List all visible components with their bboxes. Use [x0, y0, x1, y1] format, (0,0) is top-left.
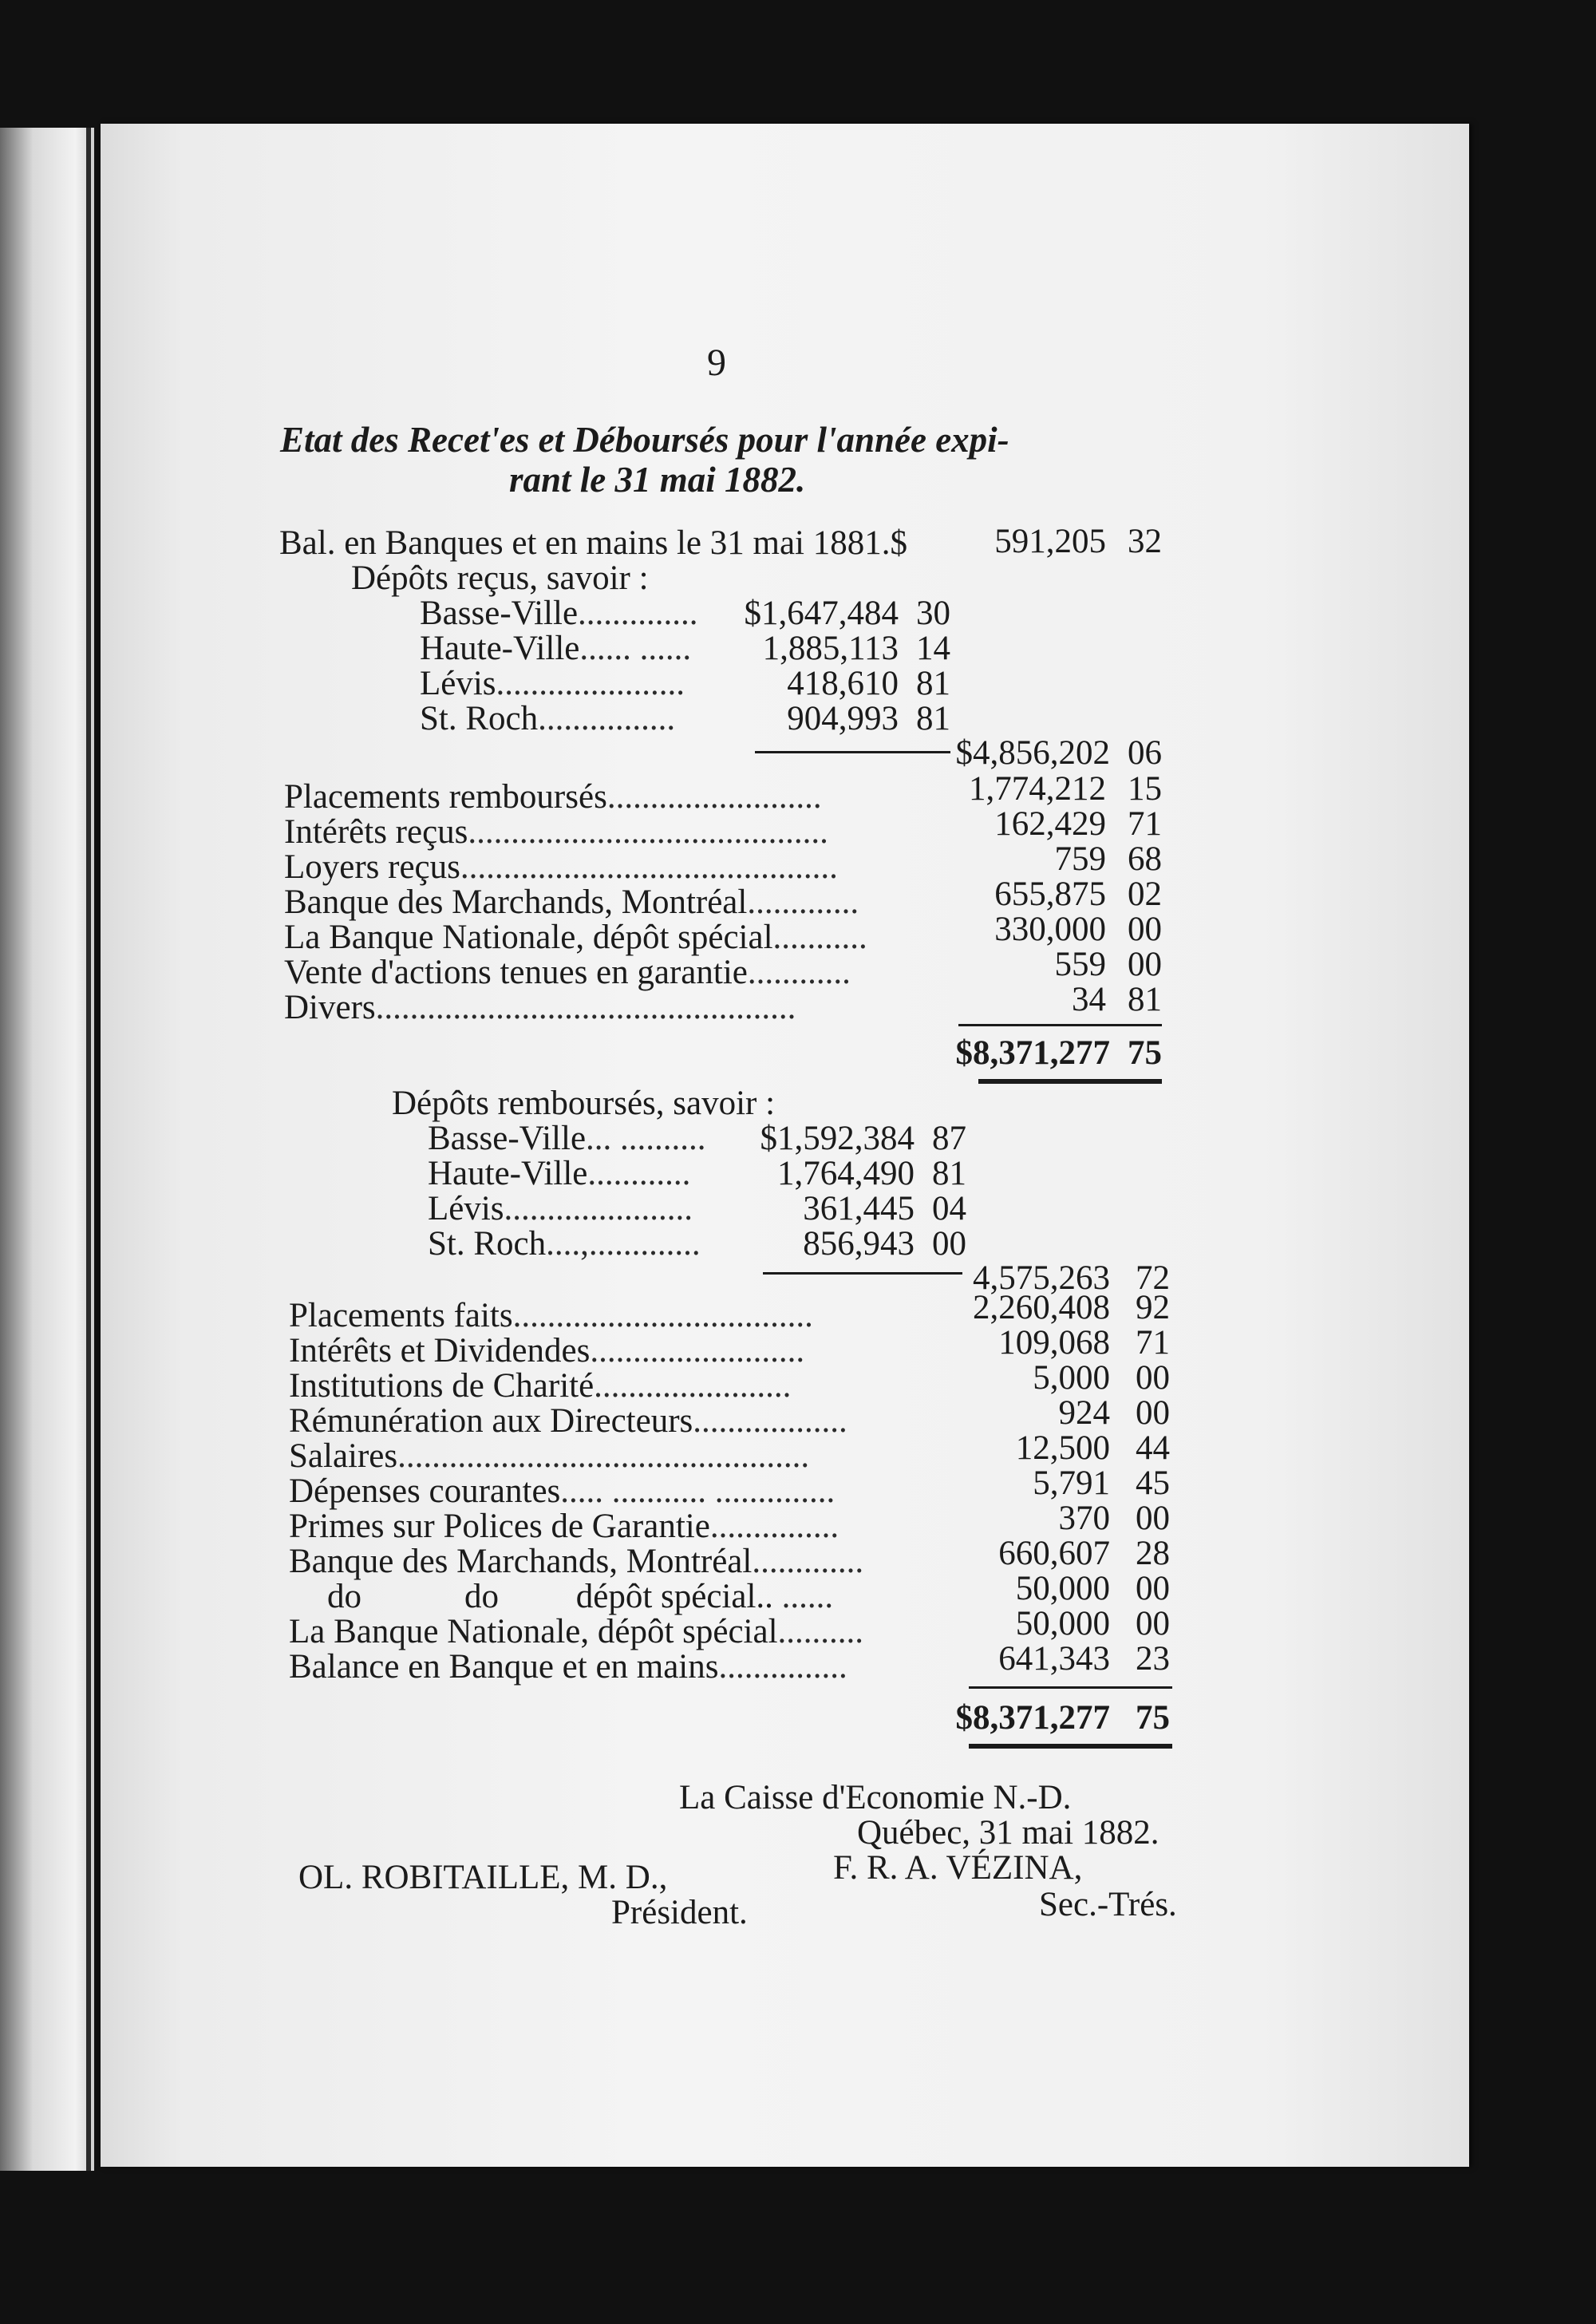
receipt-amount: 330,000 [994, 911, 1106, 948]
disbursements-total: $8,371,277 [955, 1699, 1110, 1737]
receipt-amount: 34 [1072, 981, 1106, 1018]
deposits-received-total: $4,856,202 [955, 734, 1110, 772]
deposit-row: Basse-Ville.............. [420, 595, 698, 632]
subtotal-rule [755, 751, 950, 753]
disbursement-amount: 370 [1058, 1500, 1110, 1537]
disbursement-amount: 5,791 [1033, 1464, 1110, 1502]
receipt-item: Divers................................................. [284, 989, 796, 1026]
deposit-cents: 04 [932, 1190, 966, 1227]
disbursement-amount: 5,000 [1033, 1359, 1110, 1397]
disbursement-amount: 109,068 [998, 1324, 1110, 1362]
disbursement-amount: 2,260,408 [973, 1289, 1110, 1326]
title-line-1: Etat des Recet'es et Déboursés pour l'année expi- [280, 420, 1009, 460]
president-title: Président. [611, 1894, 748, 1931]
president-name: OL. ROBITAILLE, M. D., [298, 1859, 668, 1896]
binding-stitch [86, 128, 91, 2171]
opening-balance-amount: 591,205 [994, 523, 1106, 560]
deposit-row: St. Roch................ [420, 700, 676, 737]
disbursement-amount: 12,500 [1015, 1429, 1110, 1467]
receipt-cents: 00 [1128, 911, 1162, 948]
deposits-repaid-total-cents: 72 [1136, 1259, 1170, 1297]
opening-balance-label: Bal. en Banques et en mains le 31 mai 1881.$ [279, 524, 907, 562]
deposits-repaid-total: 4,575,263 [973, 1259, 1110, 1297]
receipt-item: Vente d'actions tenues en garantie............ [284, 954, 851, 991]
disbursement-item: Institutions de Charité....................... [289, 1367, 792, 1405]
deposit-row: Lévis...................... [420, 665, 685, 702]
disbursement-item: do do dépôt spécial.. ...... [327, 1578, 834, 1615]
double-rule [969, 1744, 1172, 1749]
receipt-cents: 02 [1128, 875, 1162, 913]
deposits-received-heading: Dépôts reçus, savoir : [351, 559, 649, 597]
disbursement-cents: 23 [1136, 1640, 1170, 1678]
deposit-amount: 856,943 [803, 1225, 915, 1263]
title-line-2: rant le 31 mai 1882. [509, 460, 806, 500]
disbursement-cents: 45 [1136, 1464, 1170, 1502]
disbursement-item: Salaires................................................ [289, 1437, 810, 1475]
double-rule [978, 1079, 1162, 1084]
deposit-cents: 87 [932, 1120, 966, 1157]
document-page [101, 124, 1469, 2167]
receipts-total: $8,371,277 [955, 1034, 1110, 1072]
deposits-repaid-heading: Dépôts remboursés, savoir : [392, 1085, 776, 1122]
deposit-row: St. Roch....,............. [428, 1225, 701, 1263]
institution-name: La Caisse d'Economie N.-D. [679, 1779, 1072, 1816]
secretary-title: Sec.-Trés. [1039, 1886, 1177, 1923]
deposit-cents: 30 [916, 595, 950, 632]
secretary-name: F. R. A. VÉZINA, [833, 1849, 1083, 1887]
deposit-amount: $1,647,484 [744, 595, 899, 632]
deposit-row: Basse-Ville... .......... [428, 1120, 706, 1157]
receipt-amount: 759 [1054, 840, 1106, 878]
receipt-amount: 559 [1054, 946, 1106, 983]
deposit-cents: 14 [916, 630, 950, 667]
disbursement-cents: 92 [1136, 1289, 1170, 1326]
deposit-amount: 361,445 [803, 1190, 915, 1227]
disbursements-total-cents: 75 [1136, 1699, 1170, 1737]
disbursement-cents: 71 [1136, 1324, 1170, 1362]
deposit-row: Haute-Ville...... ...... [420, 630, 692, 667]
receipt-amount: 655,875 [994, 875, 1106, 913]
deposit-amount: 1,885,113 [762, 630, 899, 667]
opening-balance-cents: 32 [1128, 523, 1162, 560]
receipt-item: Placements remboursés......................... [284, 778, 822, 816]
deposit-row: Lévis...................... [428, 1190, 693, 1227]
page-number: 9 [707, 342, 726, 384]
disbursement-amount: 50,000 [1015, 1570, 1110, 1607]
disbursement-item: Dépenses courantes..... ........... .............. [289, 1472, 836, 1510]
receipt-cents: 15 [1128, 770, 1162, 808]
deposit-cents: 00 [932, 1225, 966, 1263]
deposits-received-total-cents: 06 [1128, 734, 1162, 772]
receipt-amount: 162,429 [994, 805, 1106, 843]
left-page-edge [0, 128, 94, 2171]
disbursement-amount: 641,343 [998, 1640, 1110, 1678]
receipt-cents: 00 [1128, 946, 1162, 983]
disbursement-cents: 00 [1136, 1605, 1170, 1642]
receipts-total-cents: 75 [1128, 1034, 1162, 1072]
disbursement-cents: 00 [1136, 1500, 1170, 1537]
deposit-cents: 81 [916, 700, 950, 737]
receipt-cents: 81 [1128, 981, 1162, 1018]
receipt-item: Loyers reçus............................................ [284, 848, 838, 886]
receipt-cents: 68 [1128, 840, 1162, 878]
disbursement-item: Intérêts et Dividendes......................... [289, 1332, 805, 1370]
receipt-item: Banque des Marchands, Montréal............. [284, 883, 859, 921]
receipt-item: La Banque Nationale, dépôt spécial........... [284, 919, 867, 956]
disbursement-item: Rémunération aux Directeurs.................. [289, 1402, 847, 1440]
disbursement-item: Balance en Banque et en mains............... [289, 1648, 847, 1686]
disbursement-amount: 924 [1058, 1394, 1110, 1432]
disbursement-amount: 660,607 [998, 1535, 1110, 1572]
disbursement-item: Banque des Marchands, Montréal............. [289, 1543, 864, 1580]
disbursement-cents: 00 [1136, 1359, 1170, 1397]
deposit-cents: 81 [916, 665, 950, 702]
total-rule [958, 1024, 1162, 1026]
deposit-row: Haute-Ville............ [428, 1155, 691, 1192]
total-rule [969, 1686, 1172, 1689]
deposit-amount: 904,993 [787, 700, 899, 737]
deposit-amount: 1,764,490 [777, 1155, 915, 1192]
disbursement-item: Primes sur Polices de Garantie............... [289, 1508, 839, 1545]
deposit-cents: 81 [932, 1155, 966, 1192]
deposit-amount: $1,592,384 [760, 1120, 915, 1157]
place-date: Québec, 31 mai 1882. [857, 1814, 1159, 1852]
disbursement-cents: 00 [1136, 1570, 1170, 1607]
disbursement-item: La Banque Nationale, dépôt spécial.......... [289, 1613, 864, 1650]
disbursement-cents: 28 [1136, 1535, 1170, 1572]
disbursement-item: Placements faits................................... [289, 1297, 813, 1334]
disbursement-cents: 00 [1136, 1394, 1170, 1432]
deposit-amount: 418,610 [787, 665, 899, 702]
receipt-amount: 1,774,212 [969, 770, 1106, 808]
disbursement-cents: 44 [1136, 1429, 1170, 1467]
receipt-cents: 71 [1128, 805, 1162, 843]
receipt-item: Intérêts reçus.......................................... [284, 813, 828, 851]
disbursement-amount: 50,000 [1015, 1605, 1110, 1642]
